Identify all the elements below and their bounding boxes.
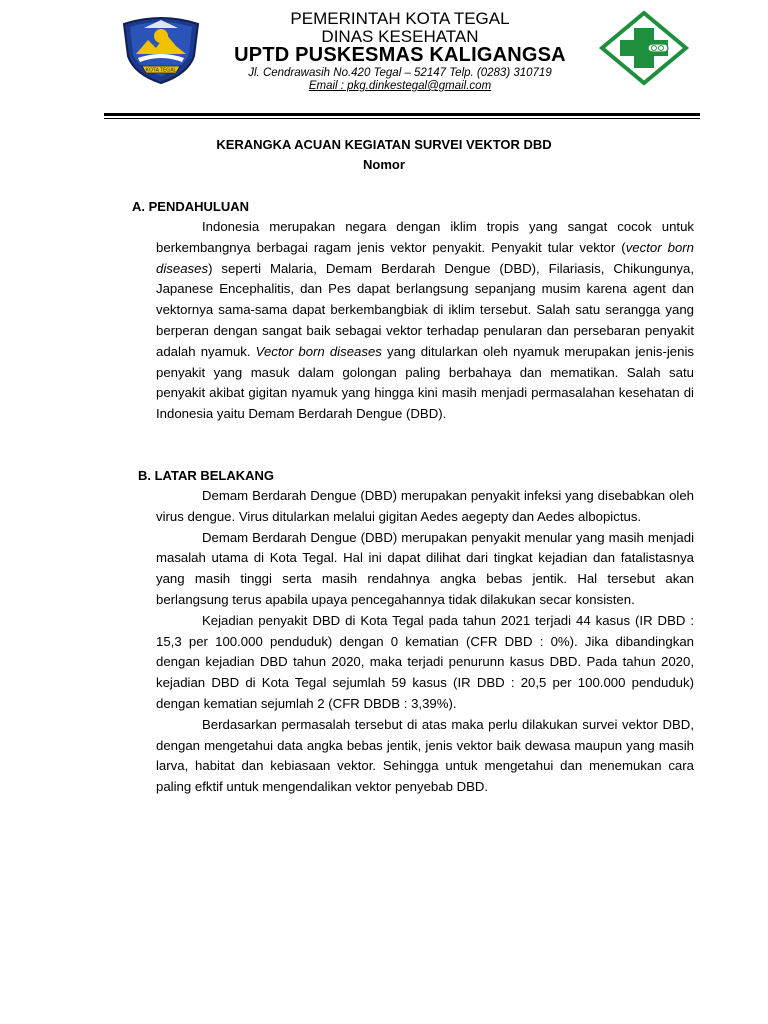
- section-b-paragraph-2: Demam Berdarah Dengue (DBD) merupakan penyakit menular yang masih menjadi masalah utama di Kota Tegal. Hal ini dapat dilihat dari tingkat kejadian dan fatalistasnya yang masih tinggi serta masih rendahnya angka bebas jentik. Hal tersebut akan berlangsung terus apabila upaya pencegahannya tidak dilakukan secar konsisten.: [156, 529, 694, 607]
- letterhead: [0, 0, 768, 120]
- section-b-paragraph-4: Berdasarkan permasalah tersebut di atas maka perlu dilakukan survei vektor DBD, dengan mengetahui data angka bebas jentik, jenis vektor baik dewasa maupun yang masih larva, habitat dan kebiasaan vektor. Sehingga untuk mengetahui dan menemukan cara paling efktif untuk mengendalikan vektor penyebab DBD.: [156, 716, 694, 795]
- text-run: yang ditularkan oleh nyamuk merupakan jenis-jenis penyakit yang masuk dalam golongan paling berbahaya dan mematikan. Salah satu penyakit akibat gigitan nyamuk yang hingga kini masih menjadi permasalahan kesehatan di Indonesia yaitu Demam Berdarah Dengue (DBD).: [156, 343, 694, 422]
- section-b-heading: B. LATAR BELAKANG: [138, 468, 275, 483]
- document-title: KERANGKA ACUAN KEGIATAN SURVEI VEKTOR DBD: [216, 137, 552, 152]
- letterhead-address: Jl. Cendrawasih No.420 Tegal – 52147 Telp. (0283) 310719: [248, 67, 552, 79]
- section-b-body: [156, 486, 694, 798]
- section-b-paragraph-1: Demam Berdarah Dengue (DBD) merupakan penyakit infeksi yang disebabkan oleh virus dengue. Virus ditularkan melalui gigitan Aedes aegepty dan Aedes albopictus.: [156, 488, 694, 524]
- section-a-paragraph: [156, 217, 694, 425]
- letterhead-divider-thin: [104, 118, 700, 119]
- section-a-heading: A. PENDAHULUAN: [132, 199, 249, 214]
- letterhead-government: PEMERINTAH KOTA TEGAL: [290, 9, 510, 28]
- letterhead-email[interactable]: Email : pkg.dinkestegal@gmail.com: [308, 80, 492, 92]
- section-b-paragraph-3: Kejadian penyakit DBD di Kota Tegal pada tahun 2021 terjadi 44 kasus (IR DBD : 15,3 per 100.000 penduduk) dengan 0 kematian (CFR DBD : 0%). Jika dibandingkan dengan kejadian DBD tahun 2020, maka terjadi penurunn kasus DBD. Pada tahun 2020, kejadian DBD di Kota Tegal sejumlah 59 kasus (IR DBD : 20,5 per 100.000 penduduk) dengan kematian sejumlah 2 (CFR DBDB : 3,39%).: [156, 612, 694, 711]
- emblem-banner-text: KOTA TEGAL: [145, 67, 177, 74]
- italic-term: Vector born diseases: [255, 343, 382, 359]
- section-a-body: [156, 217, 694, 425]
- document-number-label: Nomor: [363, 157, 405, 172]
- letterhead-institution: UPTD PUSKESMAS KALIGANGSA: [234, 44, 566, 66]
- letterhead-department: DINAS KESEHATAN: [321, 27, 479, 46]
- text-run: ) seperti Malaria, Demam Berdarah Dengue (DBD), Filariasis, Chikungunya, Japanese Encephalitis, dan Pes dapat berlangsung sepanjang musim karena agent dan vektornya sama-sama dapat berkembangbiak di iklim tersebut. Salah satu serangga yang berperan dengan sangat baik sebagai vektor terhadap penularan dan persebaran penyakit adalah nyamuk.: [156, 260, 694, 359]
- letterhead-divider-thick: [104, 113, 700, 116]
- italic-term: vector born diseases: [156, 239, 694, 276]
- text-run: Indonesia merupakan negara dengan iklim tropis yang sangat cocok untuk berkembangnya berbagai ragam jenis vektor penyakit. Penyakit tular vektor (: [156, 219, 694, 255]
- kota-tegal-emblem-logo: [118, 10, 204, 86]
- puskesmas-cross-logo: [598, 10, 690, 86]
